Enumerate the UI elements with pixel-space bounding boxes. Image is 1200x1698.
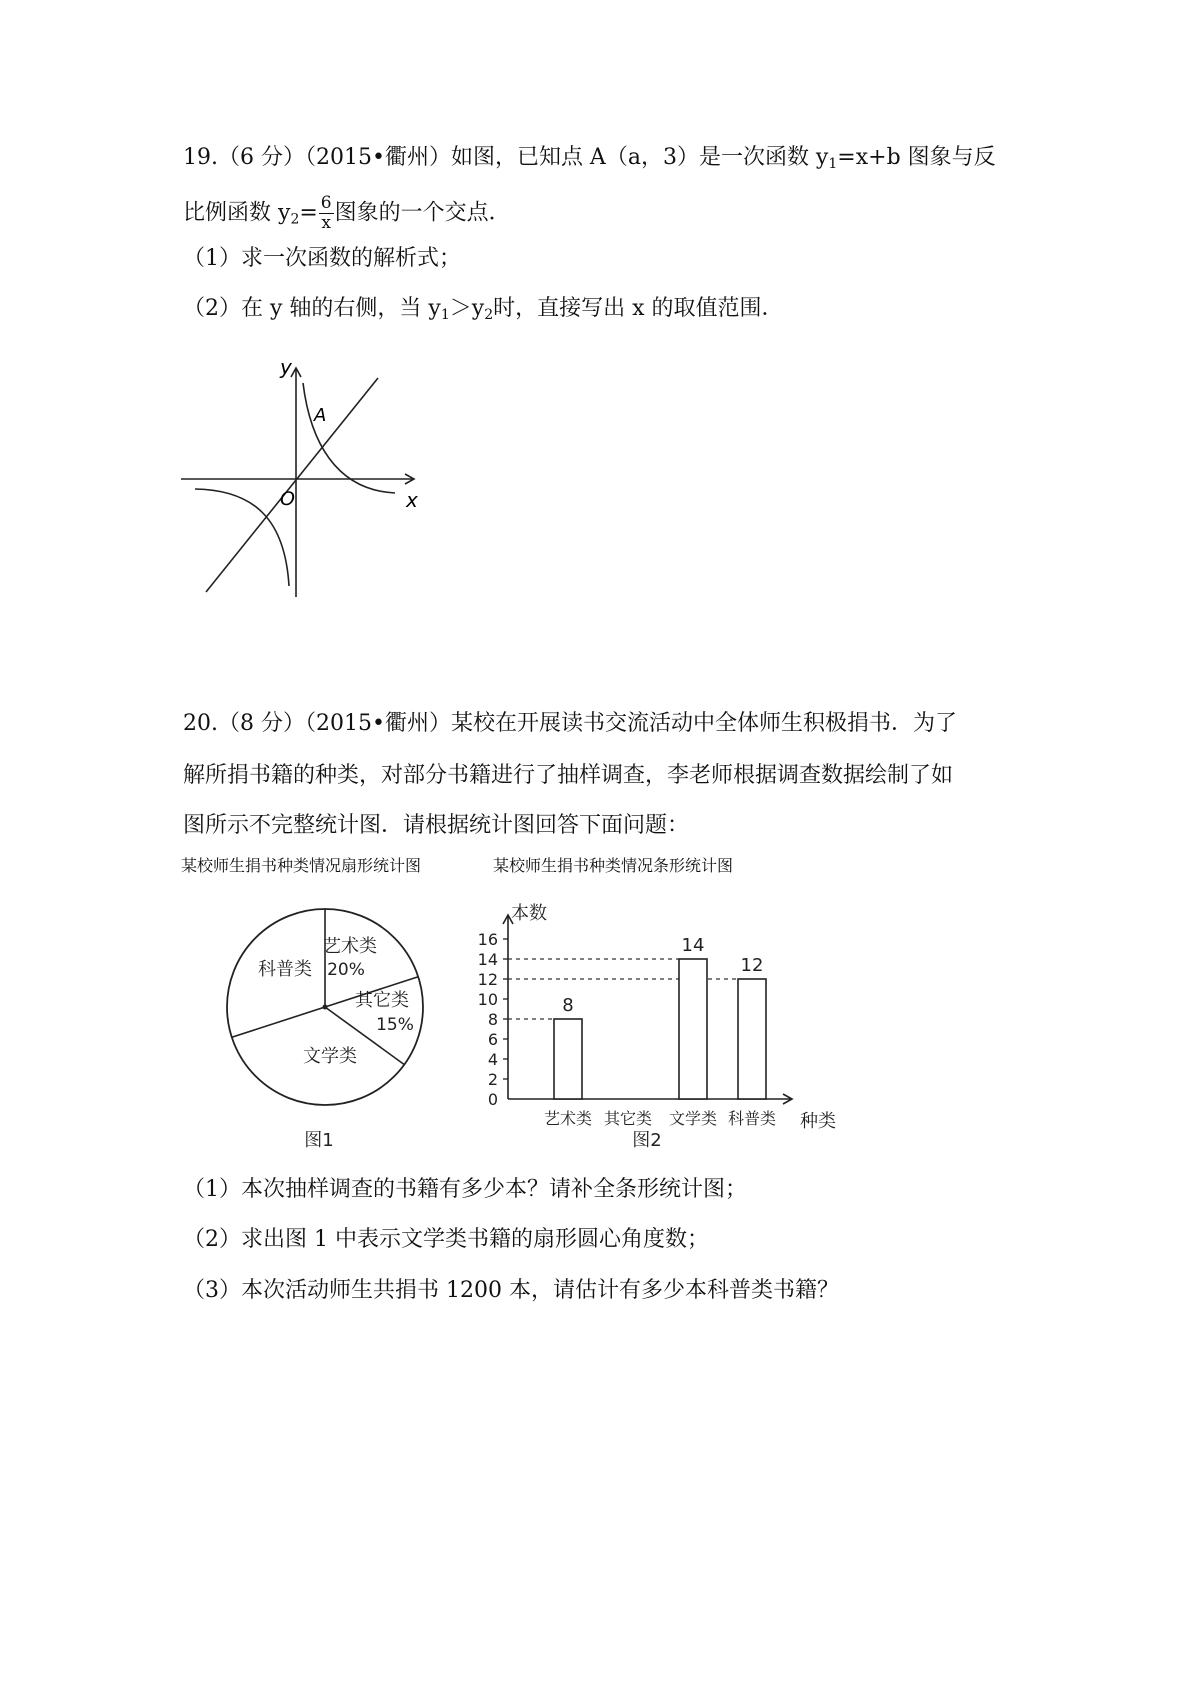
pie-slice-label: 科普类 bbox=[258, 959, 312, 980]
bar-category-label: 科普类 bbox=[727, 1109, 777, 1128]
q19-line1-text: 19.（6 分）（2015•衢州）如图，已知点 A（a，3）是一次函数 y bbox=[183, 145, 829, 170]
q20-sub3: （3）本次活动师生共捐书 1200 本，请估计有多少本科普类书籍？ bbox=[183, 1278, 839, 1303]
pie-slice-label: 艺术类 bbox=[323, 936, 377, 957]
bar-y-tick-label: 16 bbox=[477, 930, 498, 949]
bar-x-axis-title: 种类 bbox=[800, 1111, 836, 1132]
bar-caption: 图2 bbox=[632, 1130, 662, 1151]
bar-y-tick-label: 14 bbox=[477, 950, 498, 969]
bar bbox=[679, 959, 707, 1099]
bar bbox=[554, 1019, 582, 1099]
q19-sub-y2: 2 bbox=[290, 211, 300, 228]
bar-chart-title: 某校师生捐书种类情况条形统计图 bbox=[493, 856, 734, 875]
q19-line2-text: 比例函数 y bbox=[183, 200, 291, 226]
pie-slice-percent: 20% bbox=[327, 960, 365, 980]
q19-sub2-mid: ＞y bbox=[449, 296, 485, 321]
point-a-label: A bbox=[314, 405, 327, 426]
bar-data-label: 8 bbox=[562, 995, 574, 1016]
pie-slice-label: 文学类 bbox=[303, 1046, 357, 1067]
bar-y-tick-label: 12 bbox=[477, 970, 498, 989]
q20-line1: 20.（8 分）（2015•衢州）某校在开展读书交流活动中全体师生积极捐书．为了 bbox=[183, 711, 957, 736]
q19-equals: = bbox=[299, 200, 318, 226]
q19-sub-y1: 1 bbox=[828, 156, 838, 172]
q20-sub1: （1）本次抽样调查的书籍有多少本？请补全条形统计图； bbox=[183, 1177, 747, 1202]
pie-caption: 图1 bbox=[304, 1130, 334, 1151]
fraction-denominator: x bbox=[321, 213, 331, 233]
bar bbox=[738, 979, 766, 1099]
bar-y-tick-label: 2 bbox=[487, 1070, 498, 1089]
bar-y-tick-label: 0 bbox=[487, 1090, 498, 1109]
x-axis-label: x bbox=[406, 488, 418, 512]
y-axis-label: y bbox=[280, 355, 292, 379]
pie-slice-label: 其它类 bbox=[355, 990, 409, 1011]
q19-sub2-s2: 2 bbox=[484, 307, 494, 323]
bar-category-label: 文学类 bbox=[668, 1109, 718, 1128]
q20-line2: 解所捐书籍的种类，对部分书籍进行了抽样调查，李老师根据调查数据绘制了如 bbox=[183, 763, 954, 788]
q20-sub2: （2）求出图 1 中表示文学类书籍的扇形圆心角度数； bbox=[183, 1227, 709, 1252]
bar-data-label: 14 bbox=[681, 935, 705, 956]
q19-sub2-text-end: 时，直接写出 x 的取值范围． bbox=[493, 296, 784, 321]
q19-sub2-text: （2）在 y 轴的右侧，当 y bbox=[183, 296, 441, 321]
bar-category-label: 其它类 bbox=[603, 1109, 653, 1128]
bar-y-axis-title: 本数 bbox=[511, 903, 547, 924]
fraction-numerator: 6 bbox=[320, 193, 332, 213]
bar-y-tick-label: 8 bbox=[487, 1010, 498, 1029]
bar-data-label: 12 bbox=[740, 955, 764, 976]
bar-y-tick-label: 6 bbox=[487, 1030, 498, 1049]
pie-chart-title: 某校师生捐书种类情况扇形统计图 bbox=[181, 856, 422, 875]
bar-category-label: 艺术类 bbox=[543, 1109, 593, 1128]
q19-line2-text-end: 图象的一个交点． bbox=[334, 200, 511, 226]
origin-label: O bbox=[280, 488, 295, 510]
q19-sub1: （1）求一次函数的解析式； bbox=[183, 246, 461, 271]
q20-line3: 图所示不完整统计图．请根据统计图回答下面问题： bbox=[183, 813, 690, 838]
bar-y-tick-label: 4 bbox=[487, 1050, 498, 1069]
q19-line1-text-end: =x+b 图象与反 bbox=[837, 145, 996, 170]
bar-y-tick-label: 10 bbox=[477, 990, 498, 1009]
pie-slice-percent: 15% bbox=[376, 1015, 414, 1035]
q19-sub2-s1: 1 bbox=[440, 307, 450, 323]
